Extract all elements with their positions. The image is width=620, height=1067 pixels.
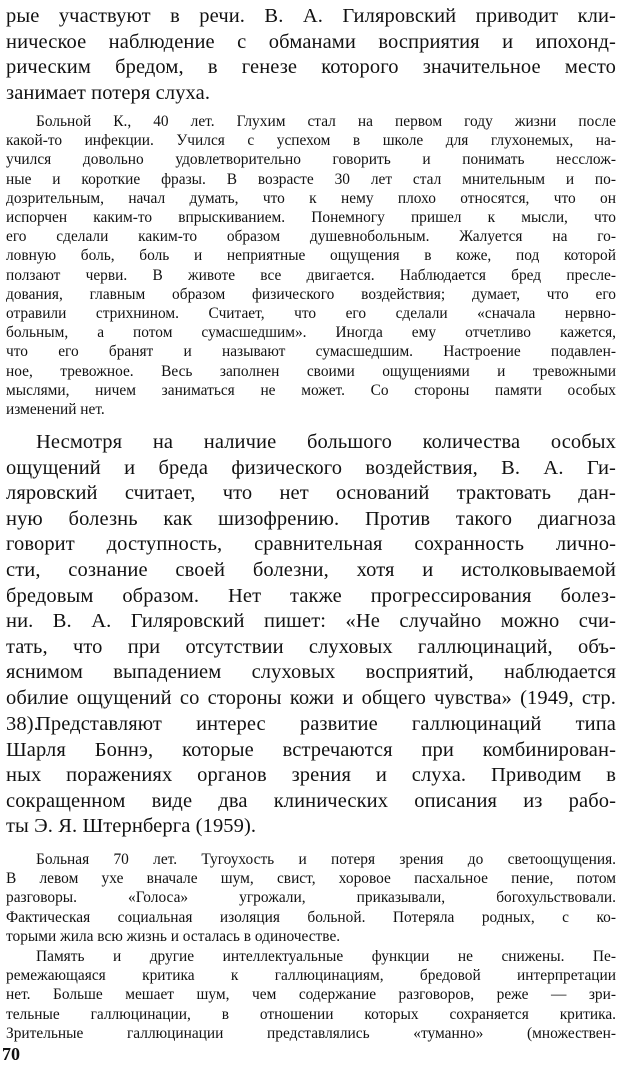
text-line: нет. Больше мешает шум, чем содержание разговоров, реже — зри-	[6, 986, 616, 1004]
bonnet-paragraph	[6, 712, 616, 840]
text-line: занимает потеря слуха.	[6, 81, 211, 104]
text-line: ни. В. А. Гиляровский пишет: «Не случайно можно счи-	[6, 610, 616, 633]
text-line: Больной К., 40 лет. Глухим стал на первом году жизни после	[36, 113, 616, 130]
text-line: ощущений и бреда физического воздействия, В. А. Ги-	[6, 456, 616, 479]
text-line: отравили стрихнином. Считает, что его сделали «сначала нервно-	[6, 305, 616, 323]
text-line: дования, главным образом физического воздействия; думает, что его	[6, 285, 616, 303]
text-line: тать, что при отсутствии слуховых галлюцинаций, объ-	[6, 635, 616, 658]
text-line: ное, тревожное. Весь заполнен своими ощущениями и тревожными	[6, 362, 616, 380]
text-line: какой-то инфекции. Учился с успехом в школе для глухонемых, на-	[6, 132, 616, 150]
text-line: ническое наблюдение с обманами восприятия и ипохонд-	[6, 30, 616, 53]
text-line: Шарля Боннэ, которые встречаются при комбинирован-	[6, 738, 616, 761]
text-line: сокращенном виде два клинических описания из рабо-	[6, 789, 616, 812]
text-line: больным, а потом сумасшедшим». Иногда ему отчетливо кажется,	[6, 324, 616, 342]
text-line: обилие ощущений со стороны кожи и общего чувства» (1949, стр. 38).	[6, 686, 616, 735]
case-description-2-continued	[6, 947, 616, 1043]
text-line: Представляют интерес развитие галлюцинаций типа	[36, 713, 616, 735]
text-line: мыслями, ничем заниматься не может. Со стороны памяти особых	[6, 381, 616, 399]
case-description-2	[6, 850, 616, 946]
text-line: ловную боль, боль и неприятные ощущения в коже, под которой	[6, 247, 616, 265]
text-line: дозрительным, начал думать, что к нему плохо относятся, что он	[6, 189, 616, 207]
text-line: Несмотря на наличие большого количества особых	[36, 431, 616, 453]
text-line: рическим бредом, в генезе которого значительное место	[6, 56, 616, 79]
text-line: тельные галлюцинации, в отношении которых сохраняется критика.	[6, 1005, 616, 1023]
text-line: торыми жила всю жизнь и осталась в одиночестве.	[6, 927, 341, 945]
text-line: испорчен каким-то впрыскиванием. Понемногу пришел к мысли, что	[6, 209, 616, 227]
text-line: ную болезнь как шизофрению. Против такого диагноза	[6, 507, 616, 530]
text-line: сти, сознание своей болезни, хотя и истолковываемой	[6, 558, 616, 581]
text-line: учился довольно удовлетворительно говорить и понимать несслож-	[6, 151, 616, 169]
text-line: ных поражениях органов зрения и слуха. Приводим в	[6, 764, 616, 787]
intro-paragraph	[6, 4, 616, 106]
text-line: разговоры. «Голоса» угрожали, приказывали, богохульствовали.	[6, 889, 616, 907]
text-line: Больная 70 лет. Тугоухость и потеря зрения до светоощущения.	[36, 851, 616, 868]
text-line: рые участвуют в речи. В. А. Гиляровский приводит кли-	[6, 5, 616, 27]
text-line: его сделали каким-то образом душевнобольным. Жалуется на го-	[6, 228, 616, 246]
text-line: ляровский считает, что нет оснований трактовать дан-	[6, 482, 616, 505]
text-line: Зрительные галлюцинации представлялись «туманно» (множествен-	[6, 1024, 616, 1042]
text-line: ремежающаяся критика к галлюцинациям, бредовой интерпретации	[6, 967, 616, 985]
text-line: бредовым образом. Нет также прогрессирования болез-	[6, 584, 616, 607]
text-line: В левом ухе вначале шум, свист, хоровое пасхальное пение, потом	[6, 870, 616, 888]
text-line: изменений нет.	[6, 401, 105, 419]
text-line: яснимом выпадением слуховых восприятий, наблюдается	[6, 661, 616, 684]
discussion-paragraph	[6, 430, 616, 737]
text-line: что его бранят и называют сумасшедшим. Настроение подавлен-	[6, 343, 616, 361]
case-description-1	[6, 112, 616, 419]
text-line: говорит доступность, сравнительная сохранность лично-	[6, 533, 616, 556]
text-line: Фактическая социальная изоляция больной. Потеряла родных, с ко-	[6, 908, 616, 926]
page-number: 70	[2, 1044, 20, 1064]
text-line: ползают черви. В животе все двигается. Наблюдается бред преслe-	[6, 266, 616, 284]
text-line: ные и короткие фразы. В возрасте 30 лет стал мнительным и по-	[6, 170, 616, 188]
text-line: Память и другие интеллектуальные функции не снижены. Пе-	[36, 948, 616, 965]
text-line: ты Э. Я. Штернберга (1959).	[6, 815, 257, 838]
